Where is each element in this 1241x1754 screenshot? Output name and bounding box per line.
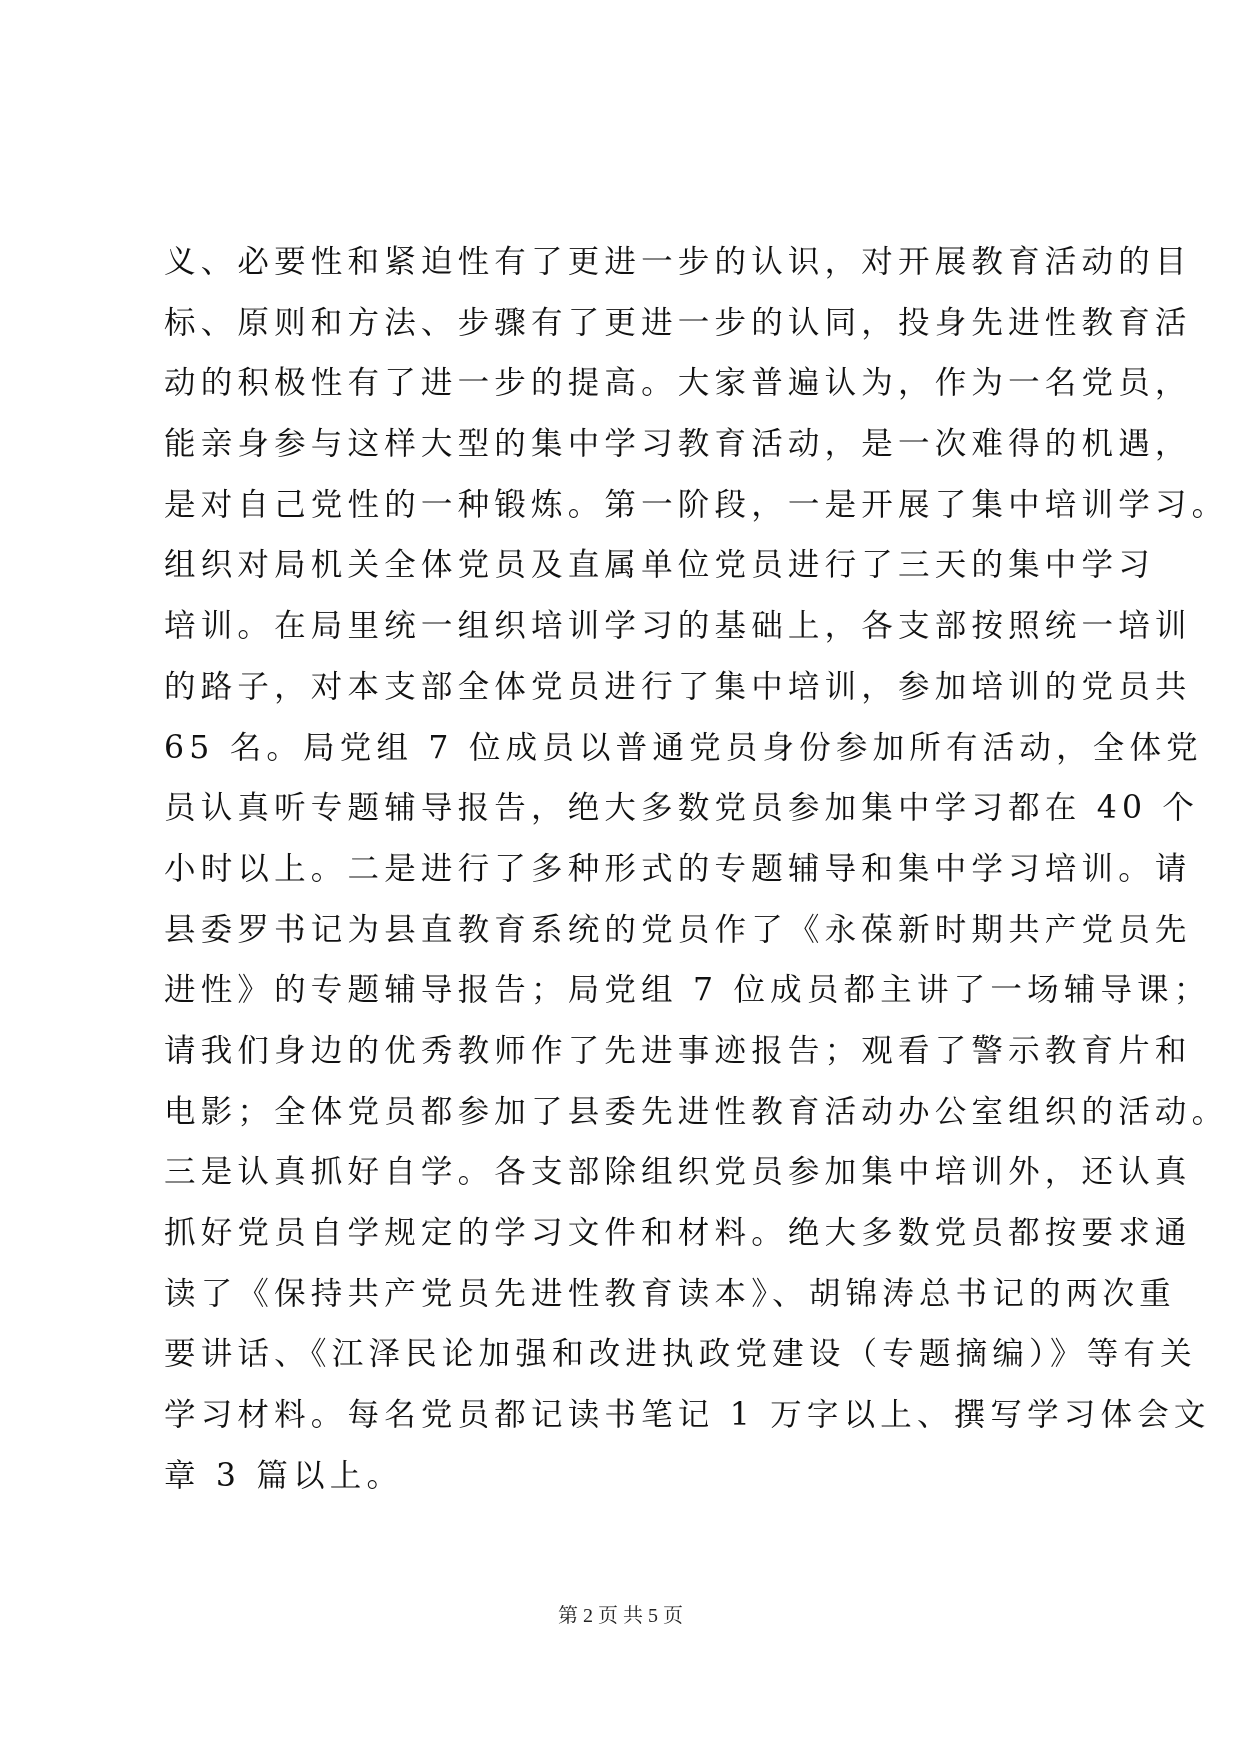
body-text xyxy=(164,232,1229,1506)
text-line: 读了《保持共产党员先进性教育读本》、胡锦涛总书记的两次重 xyxy=(164,1275,1176,1312)
text-line: 能亲身参与这样大型的集中学习教育活动，是一次难得的机遇， xyxy=(164,426,1192,463)
text-line: 是对自己党性的一种锻炼。第一阶段，一是开展了集中培训学习。 xyxy=(164,486,1229,523)
text-line: 请我们身边的优秀教师作了先进事迹报告；观看了警示教育片和 xyxy=(164,1032,1192,1069)
text-line: 抓好党员自学规定的学习文件和材料。绝大多数党员都按要求通 xyxy=(164,1215,1192,1251)
text-line: 标、原则和方法、步骤有了更进一步的认同，投身先进性教育活 xyxy=(164,304,1192,341)
text-line: 组织对局机关全体党员及直属单位党员进行了三天的集中学习 xyxy=(164,547,1155,584)
text-line: 学习材料。每名党员都记读书笔记 1 万字以上、撰写学习体会文 xyxy=(164,1397,1211,1434)
text-line: 要讲话、《江泽民论加强和改进执政党建设（专题摘编）》等有关 xyxy=(164,1336,1197,1373)
text-line: 电影；全体党员都参加了县委先进性教育活动办公室组织的活动。 xyxy=(164,1093,1229,1130)
text-line: 的路子，对本支部全体党员进行了集中培训，参加培训的党员共 xyxy=(164,668,1192,705)
text-line: 培训。在局里统一组织培训学习的基础上，各支部按照统一培训 xyxy=(164,608,1192,645)
text-line: 义、必要性和紧迫性有了更进一步的认识，对开展教育活动的目 xyxy=(164,244,1192,280)
page-number-footer: 第 2 页 共 5 页 xyxy=(558,1605,683,1627)
text-line: 65 名。局党组 7 位成员以普通党员身份参加所有活动，全体党 xyxy=(164,729,1203,766)
text-line: 小时以上。二是进行了多种形式的专题辅导和集中学习培训。请 xyxy=(164,850,1192,887)
text-line: 进性》的专题辅导报告；局党组 7 位成员都主讲了一场辅导课； xyxy=(164,972,1211,1009)
text-line: 章 3 篇以上。 xyxy=(164,1457,404,1494)
text-line: 县委罗书记为县直教育系统的党员作了《永葆新时期共产党员先 xyxy=(164,911,1192,948)
text-line: 动的积极性有了进一步的提高。大家普遍认为，作为一名党员， xyxy=(164,365,1192,402)
text-line: 员认真听专题辅导报告，绝大多数党员参加集中学习都在 40 个 xyxy=(164,790,1200,827)
text-line: 三是认真抓好自学。各支部除组织党员参加集中培训外，还认真 xyxy=(164,1154,1192,1191)
